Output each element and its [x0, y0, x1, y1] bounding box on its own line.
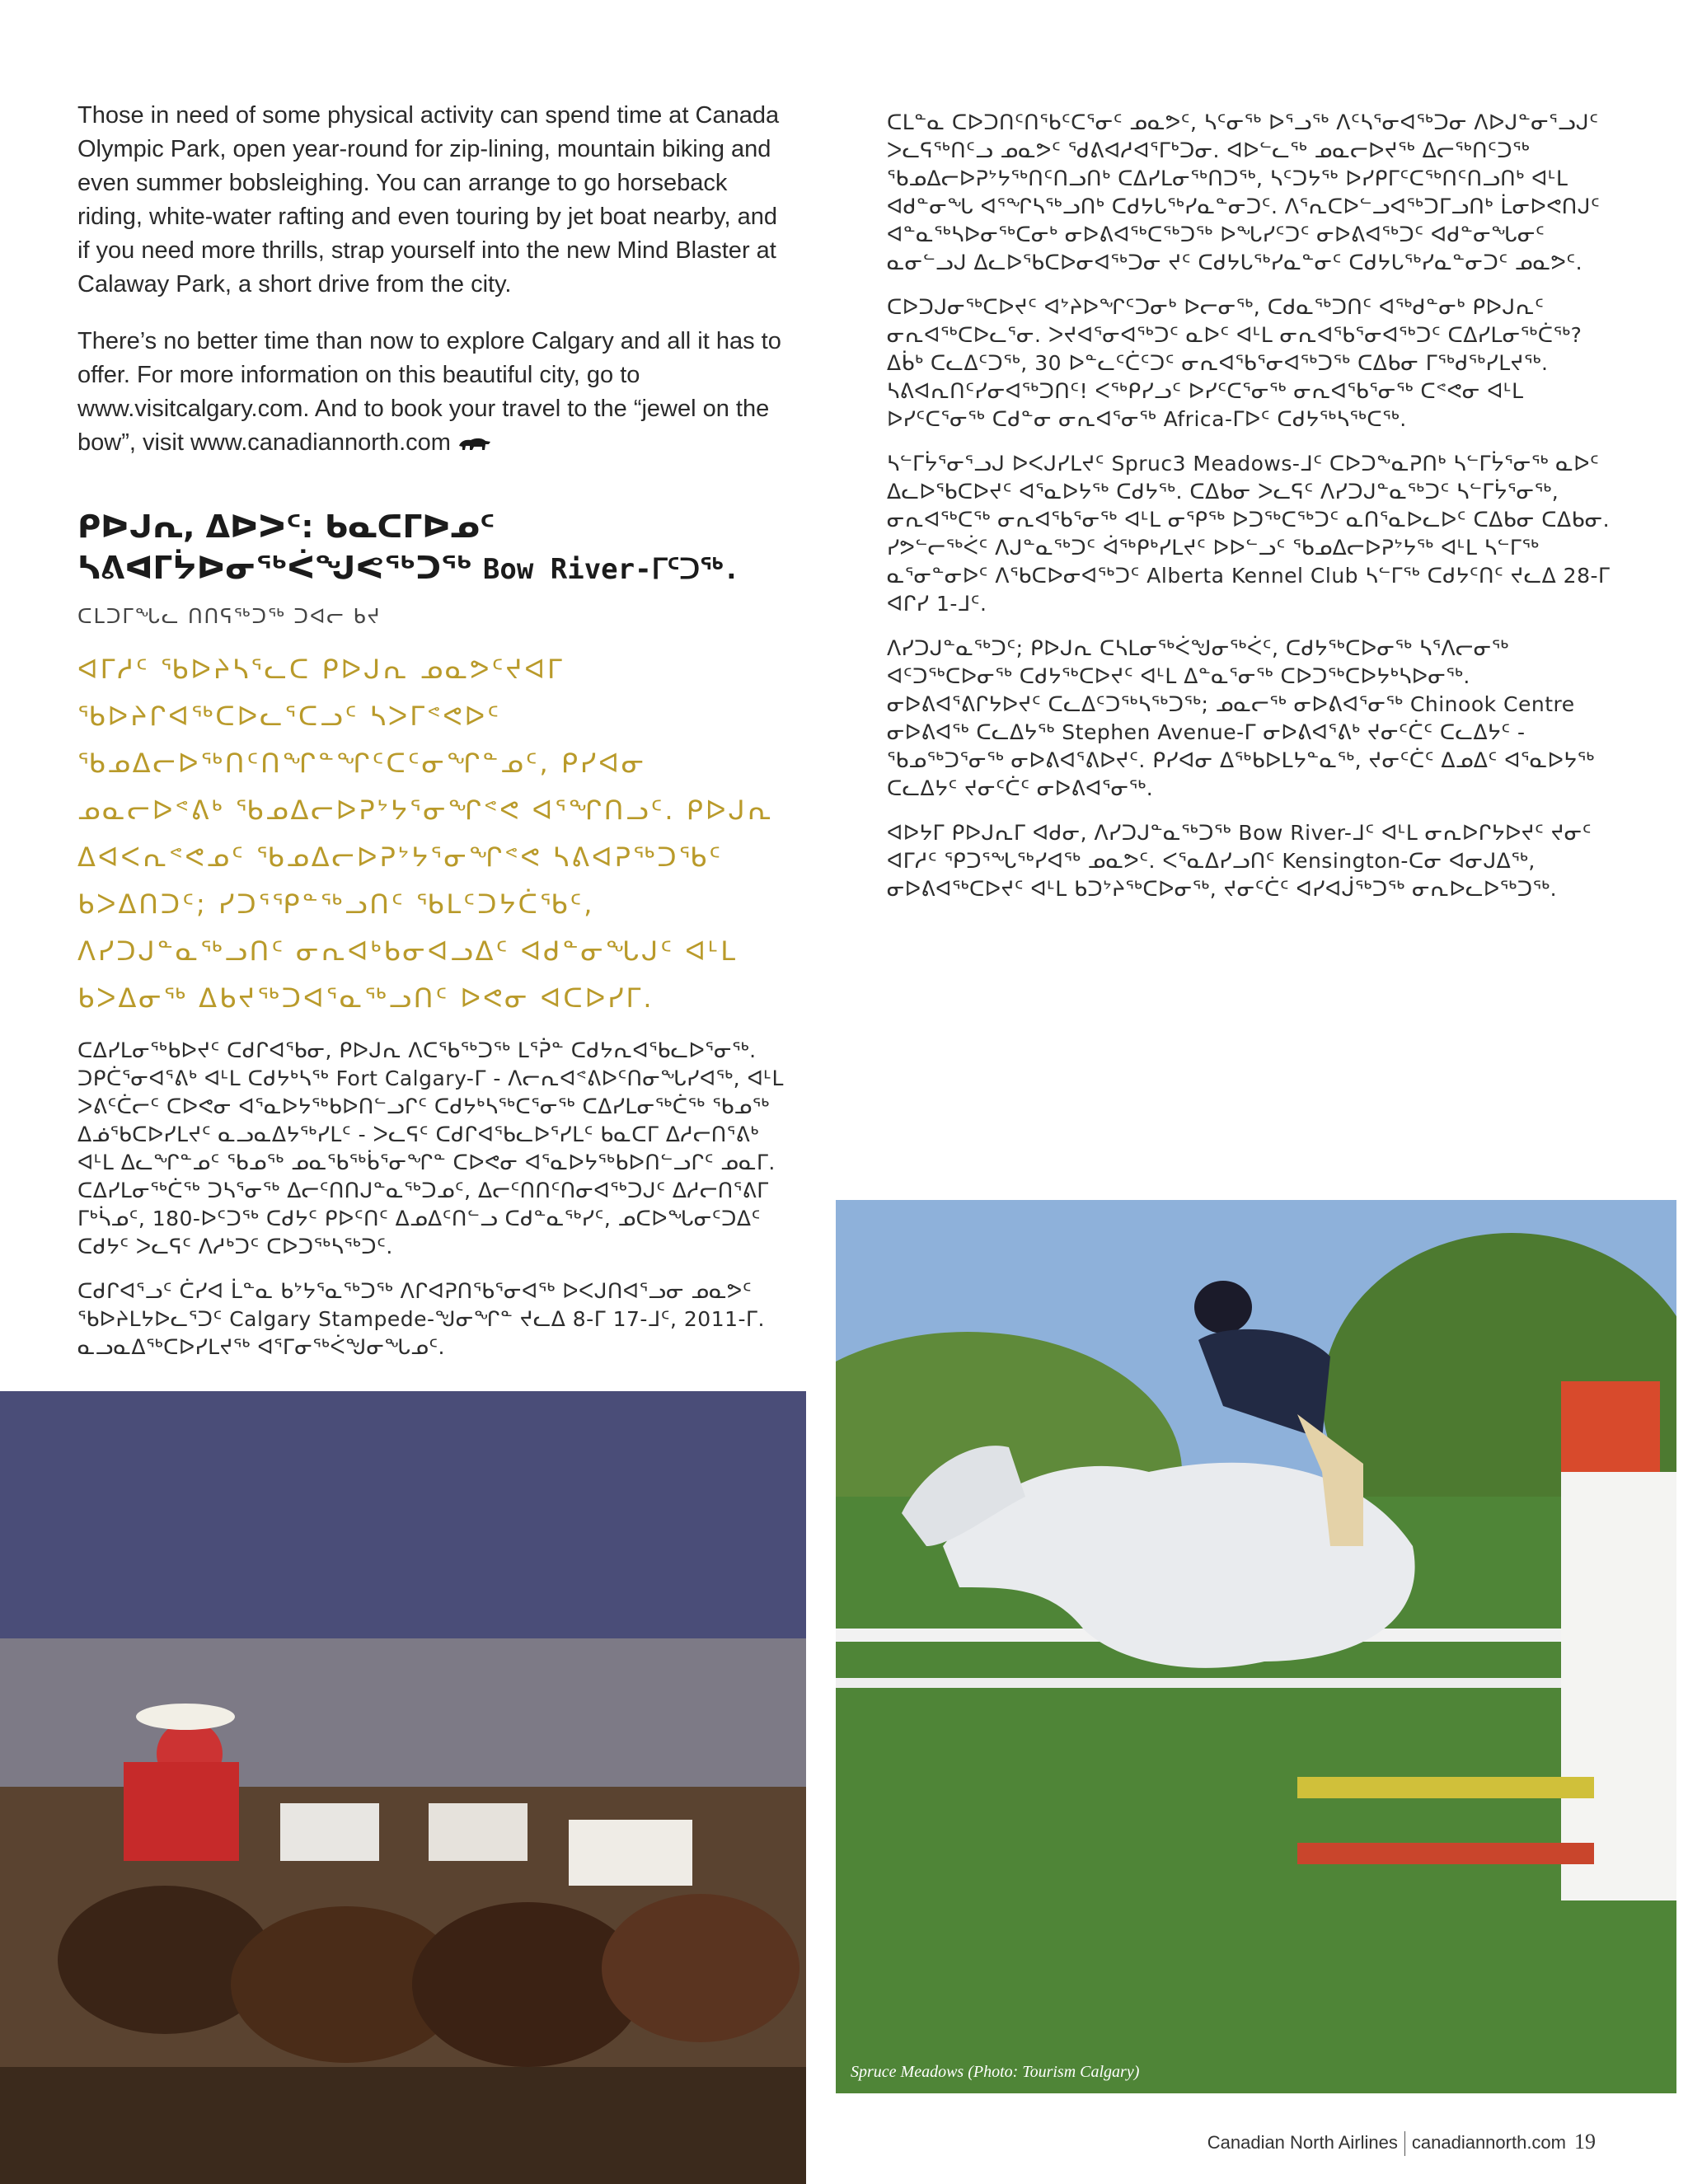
page-footer	[1207, 2130, 1596, 2156]
byline: ᑕᒪᑐᒥᖓᓚ ᑎᑎᕋᖅᑐᖅ ᑐᐊᓕ ᑲᔪ	[77, 605, 382, 628]
syllabics-paragraph-r4: ᐱᓯᑐᒍᓐᓇᖅᑐᑦ; ᑭᐅᒍᕆ ᑕᓴᒪᓂᖅᐹᖑᓂᖅᐹᑦ, ᑕᑯᔭᖅᑕᐅᓂᖅ ᓴᕐᐱᓕᓂᖅ ᐊᑦᑐᖅᑕᐅᓂᖅ ᑕᑯᔭᖅᑕᐅᔪᑦ ᐊᒻᒪ ᐃᓐᓇᕐᓂᖅ ᑕᐅᑐᖅᑕᐅᔭᒃᓴᐅᓂᖅ. ᓂᐅᕕᐊᕐᕕᒋᔭᐅᔪᑦ ᑕᓚᐃᑦᑐᖅᓴᖅᑐᖅ; ᓄᓇᓕᖅ ᓂᐅᕕᐊᕐᓂᖅ Chinook Centre ᓂᐅᕕᐊᖅ ᑕᓚᐃᔭᖅ Stephen Avenue-ᒥ ᓂᐅᕕᐊᕐᕕᒃ ᔪᓂᑦᑖᑦ ᑕᓚᐃᔭᑦ - ᖃᓄᖅᑐᕐᓂᖅ ᓂᐅᕕᐊᕐᕕᐅᔪᑦ. ᑭᓯᐊᓂ ᐃᖅᑲᐅᒪᔭᓐᓇᖅ, ᔪᓂᑦᑖᑦ ᐃᓄᐃᑦ ᐊᕐᓇᐅᔭᖅ ᑕᓚᐃᔭᑦ ᔪᓂᑦᑖᑦ ᓂᐅᕕᐊᕐᓂᖅ.	[887, 636, 1595, 800]
chuckwagon-race-photo	[0, 1391, 806, 2184]
chuckwagon-illustration	[0, 1391, 806, 2184]
syllabics-paragraph-r3: ᓴᓪᒥᔮᕐᓂᕐᓗᒍ ᐅᐸᒍᓯᒪᔪᑦ Spruc3 Meadows-ᒧᑦ ᑕᐅᑐᖕᓇᕈᑎᒃ ᓴᓪᒥᔮᕐᓂᖅ ᓇᐅᑦ ᐃᓚᐅᖃᑕᐅᔪᑦ ᐊᕐᓇᐅᔭᖅ ᑕᑯᔭᖅ. ᑕᐃᑲᓂ ᐳᓚᕋᑦ ᐱᓯᑐᒍᓐᓇᖅᑐᑦ ᓴᓪᒥᔮᕐᓂᖅ, ᓂᕆᐊᖅᑕᖅ ᓂᕆᐊᖃᕐᓂᖅ ᐊᒻᒪ ᓂᕿᖅ ᐅᑐᖅᑕᖅᑐᑦ ᓇᑎᕐᓇᐅᓚᐅᑦ ᑕᐃᑲᓂ ᑕᐃᑲᓂ. ᓯᕗᓪᓕᖅᐹᑦ ᐱᒍᓐᓇᖅᑐᑦ ᐋᖅᑭᒃᓯᒪᔪᑦ ᐅᐅᓪᓗᑦ ᖃᓄᐃᓕᐅᕈᔾᔭᖅ ᐊᒻᒪ ᓴᓪᒥᖅ ᓇᕐᓂᓐᓂᐅᑦ ᐱᖃᑕᐅᓂᐊᖅᑐᑦ Alberta Kennel Club ᓴᓪᒥᖅ ᑕᑯᔭᑦᑎᑦ ᔪᓚᐃ 28-ᒥ ᐊᒋᓯ 1-ᒧᑦ.	[887, 452, 1611, 616]
heading-line-1: ᑭᐅᒍᕆ, ᐃᐅᐳᑦ: ᑲᓇᑕᒥᐅᓄᑦ	[77, 509, 495, 545]
syllabics-paragraph-r5: ᐊᐅᔭᒥ ᑭᐅᒍᕆᒥ ᐊᑯᓂ, ᐱᓯᑐᒍᓐᓇᖅᑐᖅ Bow River-ᒧᑦ ᐊᒻᒪ ᓂᕆᐅᒋᔭᐅᔪᑦ ᔪᓂᑦ ᐊᒥᓱᑦ ᕿᑐᕐᖓᖅᓯᐊᖅ ᓄᓇᕗᑦ. ᐸᕐᓇᐃᓯᓗᑎᑦ Kensington-ᑕᓂ ᐊᓂᒍᐃᖅ, ᓂᐅᕕᐊᖅᑕᐅᔪᑦ ᐊᒻᒪ ᑲᑐᔾᔨᖅᑕᐅᓂᖅ, ᔪᓂᑦᑖᑦ ᐊᓯᐊᒎᖅᑐᖅ ᓂᕆᐅᓚᐅᖅᑐᖅ.	[887, 821, 1592, 901]
syllabics-paragraph-r1: ᑕᒪᓐᓇ ᑕᐅᑐᑎᑦᑎᖃᑦᑕᕐᓂᑦ ᓄᓇᕗᑦ, ᓴᑦᓂᖅ ᐅᕐᓗᖅ ᐱᑦᓴᕐᓂᐊᖅᑐᓂ ᐱᐅᒍᓐᓂᕐᓗᒍᑦ ᐳᓚᕋᖅᑎᑦᓗ ᓄᓇᕗᑦ ᖁᕕᐊᓱᐊᕐᒥᒃᑐᓂ. ᐊᐅᓪᓚᖅ ᓄᓇᓕᐅᔪᖅ ᐃᓕᖅᑎᑦᑐᖅ ᖃᓄᐃᓕᐅᕈᔾᔭᖅᑎᑦᑎᓗᑎᒃ ᑕᐃᓯᒪᓂᖅᑎᑐᖅ, ᓴᑦᑐᔭᖅ ᐅᓯᑭᒥᑦᑕᖅᑎᑦᑎᓗᑎᒃ ᐊᒻᒪ ᐊᑯᓐᓂᖓ ᐊᕐᖏᓴᖅᓗᑎᒃ ᑕᑯᔭᒐᖅᓯᓇᓐᓂᑐᑦ. ᐱᕐᕆᑕᐅᓪᓗᐊᖅᑐᒥᓗᑎᒃ ᒫᓂᐅᕙᑎᒍᑦ ᐊᓐᓇᖅᓴᐅᓂᖅᑕᓂᒃ ᓂᐅᕕᐊᖅᑕᖅᑐᖅ ᐅᖓᓯᑦᑐᑦ ᓂᐅᕕᐊᖅᑐᑦ ᐊᑯᓐᓂᖓᓂᑦ ᓇᓂᓪᓗᒍ ᐃᓚᐅᖃᑕᐅᓂᐊᖅᑐᓂ ᔪᑦ ᑕᑯᔭᒐᖅᓯᓇᓐᓂᑦ ᑕᑯᔭᒐᖅᓯᓇᓐᓂᑐᑦ ᓄᓇᕗᑦ.	[887, 110, 1601, 274]
footer-airline: Canadian North Airlines	[1207, 2132, 1398, 2153]
show-jumping-illustration	[836, 1200, 1676, 2093]
english-paragraph-text: There’s no better time than now to explore Calgary and all it has to offer. For more information on this beautiful city, go to www.visitcalgary.com. And to book your travel to the “jewel on the bow”, visit www.canadiannorth.com	[77, 328, 781, 456]
intro-paragraph: ᐊᒥᓱᑦ ᖃᐅᔨᓴᕐᓚᑕ ᑭᐅᒍᕆ ᓄᓇᕗᑦᔪᐊᒥ ᖃᐅᔨᒋᐊᖅᑕᐅᓚᕐᑕᓗᑦ ᓴᐳᒥᕝᕙᐅᑦ ᖃᓄᐃᓕᐅᖅᑎᑦᑎᖏᓐᖏᑦᑕᑦᓂᖏᓐᓄᑦ, ᑭᓯᐊᓂ ᓄᓇᓕᐅᕝᕕᒃ ᖃᓄᐃᓕᐅᕈᔾᔭᕐᓂᖏᕝᕙ ᐊᕐᖏᑎᓗᑦ. ᑭᐅᒍᕆ ᐃᐊᐸᕆᕝᕙᓄᑦ ᖃᓄᐃᓕᐅᕈᔾᔭᕐᓂᖏᕝᕙ ᓴᕕᐊᕈᖅᑐᖃᑦ ᑲᐳᐃᑎᑐᑦ; ᓯᑐᕐᕿᓐᖅᓗᑎᑦ ᖃᒪᑦᑐᔭᑖᖃᑦ, ᐱᓯᑐᒍᓐᓇᖅᓗᑎᑦ ᓂᕆᐊᒃᑲᓂᐊᓗᐃᑦ ᐊᑯᓐᓂᖓᒍᑦ ᐊᒻᒪ ᑲᐳᐃᓂᖅ ᐃᑲᔪᖅᑐᐊᕐᓇᖅᓗᑎᑦ ᐅᕙᓂ ᐊᑕᐅᓯᒥ.	[77, 654, 774, 1014]
heading-syllabics: ᓴᕕᐊᒥᔮᐅᓂᖅᐹᖑᕙᖅᑐᖅ	[77, 550, 472, 586]
footer-url: canadiannorth.com	[1411, 2132, 1566, 2153]
syllabics-paragraph-2: ᑕᑯᒋᐊᕐᓗᑦ ᑖᓯᐊ ᒫᓐᓇ ᑲᔾᔭᕐᓇᖅᑐᖅ ᐱᒋᐊᕈᑎᖃᕐᓂᐊᖅ ᐅᐸᒍᑎᐊᕐᓗᓂ ᓄᓇᕗᑦ ᖃᐅᔨᒪᔭᐅᓚᕐᑐᑦ Calgary Stampede-ᖑᓂᖏᓐ ᔪᓚᐃ 8-ᒥ 17-ᒧᑦ, 2011-ᒥ. ᓇᓗᓇᐃᖅᑕᐅᓯᒪᔪᖅ ᐊᕐᒥᓂᖅᐹᖑᓂᖓᓄᑦ.	[77, 1279, 765, 1359]
heading-bow-river: Bow River-ᒥᑦᑐᖅ.	[482, 553, 740, 586]
photo-caption: Spruce Meadows (Photo: Tourism Calgary)	[851, 2063, 1140, 2081]
polar-bear-icon	[457, 434, 492, 452]
heading-line-2	[77, 547, 795, 590]
article-heading	[77, 506, 795, 590]
spruce-meadows-photo	[836, 1200, 1676, 2093]
syllabics-paragraph-r2: ᑕᐅᑐᒍᓂᖅᑕᐅᔪᑦ ᐊᔾᔨᐅᖏᑦᑐᓂᒃ ᐅᓕᓂᖅ, ᑕᑯᓇᖅᑐᑎᑦ ᐊᖅᑯᓐᓂᒃ ᑭᐅᒍᕆᑦ ᓂᕆᐊᖅᑕᐅᓚᕐᓂ. ᐳᔪᐊᕐᓂᐊᖅᑐᑦ ᓇᐅᑦ ᐊᒻᒪ ᓂᕆᐊᖃᕐᓂᐊᖅᑐᑦ ᑕᐃᓯᒪᓂᖅᑖᖅ? ᐃᑳᒃ ᑕᓚᐃᑦᑐᖅ, 30 ᐅᓐᓚᑦᑖᑦᑐᑦ ᓂᕆᐊᖃᕐᓂᐊᖅᑐᖅ ᑕᐃᑲᓂ ᒥᖅᑯᖅᓯᒪᔪᖅ. ᓴᕕᐊᕆᑎᑦᓯᓂᐊᖅᑐᑎᑦ! ᐸᖅᑭᓯᓗᑦ ᐅᓯᑦᑕᕐᓂᖅ ᓂᕆᐊᖃᕐᓂᖅ ᑕᕝᕙᓂ ᐊᒻᒪ ᐅᓯᑦᑕᕐᓂᖅ ᑕᑯᓐᓂ ᓂᕆᐊᕐᓂᖅ Africa-ᒥᐅᑦ ᑕᑯᔭᖅᓴᖅᑕᖅ.	[887, 295, 1582, 431]
footer-divider	[1404, 2131, 1405, 2156]
english-paragraph: Those in need of some physical activity can spend time at Canada Olympic Park, open year-round for zip-lining, mountain biking and even summer bobsleighing. You can arrange to go horseback riding, white-water rafting and even touring by jet boat nearby, and if you need more thrills, strap yourself into the new Mind Blaster at Calaway Park, a short drive from the city.	[77, 102, 780, 298]
english-paragraph-closing	[77, 325, 795, 460]
left-column	[77, 99, 795, 1378]
syllabics-paragraph-1: ᑕᐃᓯᒪᓂᖅᑲᐅᔪᑦ ᑕᑯᒋᐊᖃᓂ, ᑭᐅᒍᕆ ᐱᑕᖃᖅᑐᖅ ᒪᕐᕉᓐ ᑕᑯᔭᕆᐊᖃᓚᐅᕐᓂᖅ. ᑐᑭᑖᕐᓂᐊᕐᕕᒃ ᐊᒻᒪ ᑕᑯᔭᒃᓴᖅ Fort Calgary-ᒥ - ᐱᓕᕆᐊᕝᕕᐅᑦᑎᓂᖓᓯᐊᖅ, ᐊᒻᒪ ᐳᕕᑦᑖᓕᑦ ᑕᐅᕙᓂ ᐊᕐᓇᐅᔭᖅᑲᐅᑎᓪᓗᒋᑦ ᑕᑯᔭᒃᓴᖅᑕᕐᓂᖅ ᑕᐃᓯᒪᓂᖅᑖᖅ ᖃᓄᖅ ᐃᓅᖃᑕᐅᓯᒪᔪᑦ ᓇᓗᓇᐃᔭᖅᓯᒪᑦ - ᐳᓚᕋᑦ ᑕᑯᒋᐊᖃᓚᐅᕐᓯᒪᑦ ᑲᓇᑕᒥ ᐃᓱᓕᑎᕐᕕᒃ ᐊᒻᒪ ᐃᓚᖏᓐᓄᑦ ᖃᓄᖅ ᓄᓇᖃᖅᑳᕐᓂᖏᓐ ᑕᐅᕙᓂ ᐊᕐᓇᐅᔭᖅᑲᐅᑎᓪᓗᒋᑦ ᓄᓇᒥ. ᑕᐃᓯᒪᓂᖅᑖᖅ ᑐᓴᕐᓂᖅ ᐃᓕᑦᑎᑎᒍᓐᓇᖅᑐᓄᑦ, ᐃᓕᑦᑎᑎᑦᑎᓂᐊᖅᑐᒍᑦ ᐃᓱᓕᑎᕐᕕᒥ ᒥᒃᓵᓄᑦ, 180-ᐅᑦᑐᖅ ᑕᑯᔭᑦ ᑭᐅᑦᑎᑦ ᐃᓄᐃᑦᑎᓪᓗ ᑕᑯᓐᓇᖅᓯᑦ, ᓄᑕᐅᖓᓂᑦᑐᐃᑦ ᑕᑯᔭᑦ ᐳᓚᕋᑦ ᐱᓱᒃᑐᑦ ᑕᐅᑐᖅᓴᖅᑐᑦ.	[77, 1038, 784, 1258]
right-column	[887, 109, 1612, 920]
page-number: 19	[1574, 2130, 1596, 2154]
